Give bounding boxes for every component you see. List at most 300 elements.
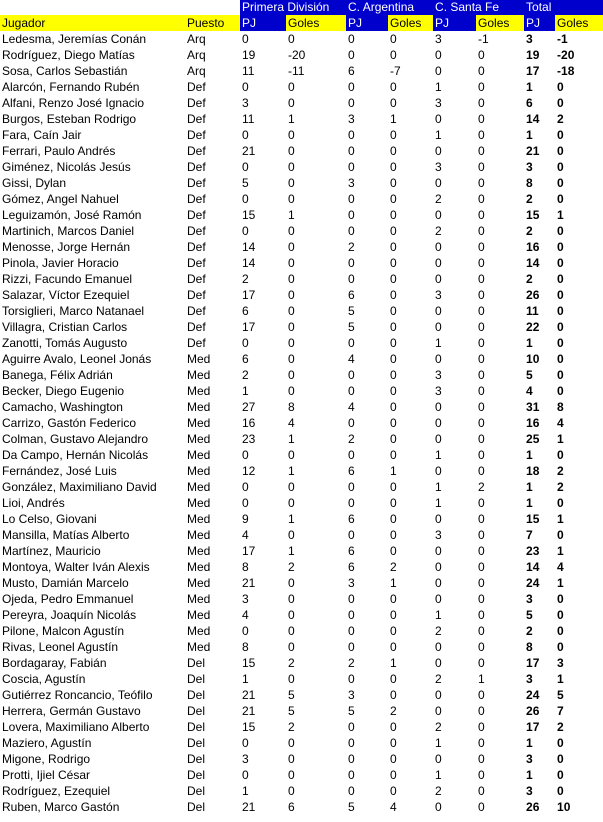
- pj-total: 10: [526, 352, 540, 366]
- pj-primera: 0: [242, 736, 249, 750]
- player-name: Lioi, Andrés: [2, 496, 65, 510]
- goles-primera: 0: [288, 384, 295, 398]
- pj-primera: 0: [242, 336, 249, 350]
- pj-total: 3: [526, 752, 533, 766]
- goles-argentina: 0: [390, 224, 397, 238]
- pj-primera: 1: [242, 784, 249, 798]
- pj-santafe: 1: [435, 448, 442, 462]
- pj-argentina: 5: [348, 320, 355, 334]
- pj-total: 6: [526, 96, 533, 110]
- player-position: Med: [187, 544, 211, 558]
- pj-primera: 21: [242, 800, 256, 814]
- player-name: Gissi, Dylan: [2, 176, 67, 190]
- pj-total: 15: [526, 512, 540, 526]
- goles-argentina: 0: [390, 80, 397, 94]
- pj-argentina: 2: [348, 240, 355, 254]
- player-name: Lo Celso, Giovani: [2, 512, 97, 526]
- goles-santafe: 1: [478, 672, 485, 686]
- player-position: Del: [187, 768, 206, 782]
- player-position: Med: [187, 592, 211, 606]
- pj-total: 11: [526, 304, 539, 318]
- player-name: Leguizamón, José Ramón: [2, 208, 142, 222]
- player-position: Def: [187, 208, 206, 222]
- player-position: Del: [187, 736, 206, 750]
- player-name: Camacho, Washington: [2, 400, 123, 414]
- goles-total: 0: [557, 384, 564, 398]
- player-position: Def: [187, 80, 206, 94]
- goles-primera: 0: [288, 736, 295, 750]
- goles-argentina: 0: [390, 496, 397, 510]
- player-name: Villagra, Cristian Carlos: [2, 320, 128, 334]
- goles-total: 0: [557, 608, 564, 622]
- pj-argentina: 0: [348, 224, 355, 238]
- table-row: [0, 63, 603, 79]
- goles-santafe: 0: [478, 112, 485, 126]
- pj-santafe: 2: [435, 224, 442, 238]
- table-row: [0, 303, 603, 319]
- pj-primera: 0: [242, 448, 249, 462]
- goles-santafe: 0: [478, 416, 485, 430]
- pj-primera: 0: [242, 192, 249, 206]
- table-row: [0, 415, 603, 431]
- pj-santafe: 0: [435, 272, 442, 286]
- pj-argentina: 0: [348, 368, 355, 382]
- player-name: Zanotti, Tomás Augusto: [2, 336, 128, 350]
- pj-primera: 8: [242, 560, 249, 574]
- pj-total: 8: [526, 176, 533, 190]
- goles-argentina: 0: [390, 288, 397, 302]
- pj-total: 26: [526, 704, 540, 718]
- goles-argentina: 1: [390, 656, 397, 670]
- pj-primera: 0: [242, 128, 249, 142]
- player-position: Del: [187, 784, 206, 798]
- pj-total: 15: [526, 208, 540, 222]
- player-name: Migone, Rodrigo: [2, 752, 91, 766]
- table-row: [0, 191, 603, 207]
- pj-santafe: 3: [435, 528, 442, 542]
- player-name: Aguirre Avalo, Leonel Jonás: [2, 352, 152, 366]
- pj-primera: 1: [242, 672, 249, 686]
- pj-total: 16: [526, 240, 540, 254]
- player-position: Med: [187, 496, 211, 510]
- table-row: [0, 639, 603, 655]
- player-position: Def: [187, 144, 206, 158]
- pj-argentina: 2: [348, 432, 355, 446]
- pj-santafe: 0: [435, 320, 442, 334]
- goles-argentina: 0: [390, 368, 397, 382]
- table-row: [0, 655, 603, 671]
- player-position: Med: [187, 384, 211, 398]
- goles-argentina: 0: [390, 784, 397, 798]
- player-name: Lovera, Maximiliano Alberto: [2, 720, 150, 734]
- goles-primera: 0: [288, 608, 295, 622]
- table-row: [0, 79, 603, 95]
- player-position: Med: [187, 352, 211, 366]
- goles-santafe: 0: [478, 336, 485, 350]
- player-position: Med: [187, 464, 211, 478]
- pj-primera: 0: [242, 480, 249, 494]
- pj-santafe: 0: [435, 400, 442, 414]
- pj-argentina: 0: [348, 736, 355, 750]
- pj-santafe: 0: [435, 352, 442, 366]
- goles-primera: 8: [288, 400, 295, 414]
- player-position: Med: [187, 512, 211, 526]
- player-name: González, Maximiliano David: [2, 480, 157, 494]
- goles-primera: 0: [288, 624, 295, 638]
- goles-santafe: 0: [478, 768, 485, 782]
- goles-argentina: 0: [390, 384, 397, 398]
- player-position: Med: [187, 560, 211, 574]
- pj-primera: 14: [242, 256, 256, 270]
- table-row: [0, 751, 603, 767]
- player-name: Rodríguez, Ezequiel: [2, 784, 111, 798]
- player-position: Def: [187, 128, 206, 142]
- pj-total: 2: [526, 192, 533, 206]
- goles-total: -18: [557, 64, 575, 78]
- table-row: [0, 783, 603, 799]
- pj-santafe: 3: [435, 288, 442, 302]
- goles-total: 0: [557, 752, 564, 766]
- pj-argentina: 0: [348, 160, 355, 174]
- pj-argentina: 0: [348, 256, 355, 270]
- player-name: Colman, Gustavo Alejandro: [2, 432, 149, 446]
- goles-argentina: 0: [390, 480, 397, 494]
- pj-argentina: 0: [348, 80, 355, 94]
- pj-santafe: 2: [435, 784, 442, 798]
- goles-santafe: 0: [478, 624, 485, 638]
- goles-total: 0: [557, 448, 564, 462]
- goles-argentina: 2: [390, 704, 397, 718]
- goles-primera: 6: [288, 800, 295, 814]
- goles-santafe: 0: [478, 384, 485, 398]
- goles-argentina: 0: [390, 720, 397, 734]
- pj-argentina: 2: [348, 656, 355, 670]
- player-position: Med: [187, 528, 211, 542]
- player-position: Med: [187, 400, 211, 414]
- player-position: Med: [187, 576, 211, 590]
- header-goles-argentina: Goles: [388, 15, 433, 31]
- table-row: [0, 399, 603, 415]
- pj-total: 22: [526, 320, 540, 334]
- pj-primera: 17: [242, 320, 256, 334]
- pj-primera: 4: [242, 608, 249, 622]
- goles-santafe: -1: [478, 32, 489, 46]
- goles-santafe: 0: [478, 448, 485, 462]
- goles-total: 0: [557, 176, 564, 190]
- player-name: Mansilla, Matías Alberto: [2, 528, 130, 542]
- table-row: [0, 239, 603, 255]
- header-pj-santafe: PJ: [433, 15, 476, 31]
- pj-primera: 21: [242, 704, 256, 718]
- player-name: Sosa, Carlos Sebastián: [2, 64, 128, 78]
- blank-cell: [185, 0, 240, 15]
- player-position: Def: [187, 288, 206, 302]
- goles-santafe: 0: [478, 48, 485, 62]
- player-name: Da Campo, Hernán Nicolás: [2, 448, 149, 462]
- player-position: Del: [187, 720, 206, 734]
- goles-total: 0: [557, 352, 564, 366]
- pj-santafe: 2: [435, 624, 442, 638]
- pj-santafe: 0: [435, 688, 442, 702]
- pj-santafe: 1: [435, 608, 442, 622]
- goles-santafe: 0: [478, 544, 485, 558]
- goles-argentina: 0: [390, 176, 397, 190]
- goles-santafe: 0: [478, 352, 485, 366]
- goles-santafe: 0: [478, 96, 485, 110]
- pj-total: 3: [526, 592, 533, 606]
- goles-primera: -11: [288, 64, 305, 78]
- goles-santafe: 0: [478, 80, 485, 94]
- player-name: Ferrari, Paulo Andrés: [2, 144, 116, 158]
- header-jugador: Jugador: [0, 15, 185, 31]
- goles-total: 3: [557, 656, 564, 670]
- goles-argentina: 0: [390, 160, 397, 174]
- pj-santafe: 2: [435, 672, 442, 686]
- goles-primera: 0: [288, 144, 295, 158]
- player-position: Arq: [187, 32, 206, 46]
- player-name: Gutiérrez Roncancio, Teófilo: [2, 688, 153, 702]
- pj-total: 24: [526, 688, 540, 702]
- goles-total: 0: [557, 640, 564, 654]
- table-row: [0, 671, 603, 687]
- pj-primera: 1: [242, 384, 249, 398]
- goles-argentina: 0: [390, 608, 397, 622]
- table-row: [0, 367, 603, 383]
- pj-total: 8: [526, 640, 533, 654]
- goles-total: 5: [557, 688, 564, 702]
- player-position: Del: [187, 656, 206, 670]
- player-name: Protti, Ijiel César: [2, 768, 91, 782]
- pj-primera: 6: [242, 352, 249, 366]
- goles-total: 0: [557, 128, 564, 142]
- goles-primera: 0: [288, 272, 295, 286]
- player-position: Med: [187, 608, 211, 622]
- table-row: [0, 351, 603, 367]
- pj-argentina: 0: [348, 592, 355, 606]
- pj-argentina: 6: [348, 544, 355, 558]
- goles-total: 10: [557, 800, 571, 814]
- goles-argentina: 0: [390, 32, 397, 46]
- goles-santafe: 0: [478, 304, 485, 318]
- goles-santafe: 0: [478, 640, 485, 654]
- pj-argentina: 0: [348, 480, 355, 494]
- pj-primera: 11: [242, 112, 255, 126]
- table-row: [0, 543, 603, 559]
- player-name: Ledesma, Jeremías Conán: [2, 32, 147, 46]
- goles-primera: 0: [288, 768, 295, 782]
- goles-total: 0: [557, 368, 564, 382]
- player-name: Montoya, Walter Iván Alexis: [2, 560, 150, 574]
- table-row: [0, 511, 603, 527]
- goles-total: 0: [557, 224, 564, 238]
- table-row: [0, 31, 603, 47]
- goles-total: 0: [557, 144, 564, 158]
- player-position: Del: [187, 800, 206, 814]
- pj-santafe: 0: [435, 48, 442, 62]
- pj-argentina: 0: [348, 96, 355, 110]
- goles-total: 0: [557, 336, 564, 350]
- player-name: Alfani, Renzo José Ignacio: [2, 96, 145, 110]
- goles-total: 0: [557, 768, 564, 782]
- player-position: Def: [187, 176, 206, 190]
- pj-argentina: 6: [348, 464, 355, 478]
- goles-primera: 1: [288, 512, 295, 526]
- goles-total: 4: [557, 560, 564, 574]
- pj-argentina: 5: [348, 304, 355, 318]
- player-name: Pereyra, Joaquín Nicolás: [2, 608, 137, 622]
- player-position: Med: [187, 368, 211, 382]
- goles-primera: 4: [288, 416, 295, 430]
- pj-argentina: 0: [348, 640, 355, 654]
- goles-argentina: 1: [390, 464, 397, 478]
- player-name: Rivas, Leonel Agustín: [2, 640, 119, 654]
- pj-argentina: 0: [348, 720, 355, 734]
- player-position: Def: [187, 320, 206, 334]
- pj-argentina: 0: [348, 448, 355, 462]
- goles-argentina: 0: [390, 736, 397, 750]
- goles-primera: 0: [288, 304, 295, 318]
- goles-primera: 0: [288, 448, 295, 462]
- header-pj-total: PJ: [524, 15, 555, 31]
- goles-argentina: 0: [390, 272, 397, 286]
- pj-total: 31: [526, 400, 540, 414]
- goles-santafe: 0: [478, 512, 485, 526]
- table-row: [0, 623, 603, 639]
- goles-argentina: 0: [390, 48, 397, 62]
- pj-total: 14: [526, 112, 540, 126]
- header-goles-total: Goles: [555, 15, 603, 31]
- group-header-row: [0, 0, 603, 15]
- player-name: Alarcón, Fernando Rubén: [2, 80, 140, 94]
- pj-total: 1: [526, 736, 533, 750]
- pj-santafe: 0: [435, 176, 442, 190]
- goles-santafe: 2: [478, 480, 485, 494]
- player-position: Def: [187, 112, 206, 126]
- goles-primera: 0: [288, 480, 295, 494]
- pj-primera: 16: [242, 416, 256, 430]
- goles-primera: 0: [288, 784, 295, 798]
- goles-primera: 0: [288, 176, 295, 190]
- group-primera-division: Primera División: [240, 0, 346, 15]
- table-row: [0, 735, 603, 751]
- pj-primera: 17: [242, 288, 256, 302]
- pj-total: 1: [526, 336, 533, 350]
- goles-total: 1: [557, 208, 564, 222]
- pj-argentina: 5: [348, 800, 355, 814]
- player-name: Becker, Diego Eugenio: [2, 384, 125, 398]
- goles-argentina: 0: [390, 448, 397, 462]
- goles-argentina: 0: [390, 96, 397, 110]
- player-position: Def: [187, 256, 206, 270]
- goles-primera: 0: [288, 288, 295, 302]
- pj-total: 2: [526, 224, 533, 238]
- goles-argentina: 0: [390, 304, 397, 318]
- goles-santafe: 0: [478, 560, 485, 574]
- goles-argentina: 0: [390, 768, 397, 782]
- goles-argentina: 0: [390, 624, 397, 638]
- player-position: Def: [187, 304, 206, 318]
- table-row: [0, 719, 603, 735]
- goles-total: -1: [557, 32, 568, 46]
- group-copa-santa-fe: C. Santa Fe: [433, 0, 524, 15]
- goles-argentina: 0: [390, 672, 397, 686]
- pj-primera: 5: [242, 176, 249, 190]
- pj-total: 2: [526, 624, 533, 638]
- pj-total: 26: [526, 800, 540, 814]
- goles-santafe: 0: [478, 464, 485, 478]
- header-puesto: Puesto: [185, 15, 240, 31]
- pj-argentina: 6: [348, 512, 355, 526]
- goles-total: -20: [557, 48, 575, 62]
- player-position: Def: [187, 96, 206, 110]
- goles-total: 0: [557, 80, 564, 94]
- pj-primera: 0: [242, 32, 249, 46]
- pj-total: 1: [526, 496, 533, 510]
- goles-santafe: 0: [478, 192, 485, 206]
- goles-santafe: 0: [478, 800, 485, 814]
- goles-argentina: 0: [390, 208, 397, 222]
- pj-total: 5: [526, 608, 533, 622]
- pj-santafe: 0: [435, 576, 442, 590]
- player-name: Carrizo, Gastón Federico: [2, 416, 137, 430]
- goles-argentina: 0: [390, 640, 397, 654]
- pj-total: 18: [526, 464, 540, 478]
- pj-santafe: 1: [435, 336, 442, 350]
- pj-primera: 3: [242, 592, 249, 606]
- table-row: [0, 271, 603, 287]
- pj-total: 1: [526, 80, 533, 94]
- goles-primera: 1: [288, 544, 295, 558]
- player-name: Giménez, Nicolás Jesús: [2, 160, 131, 174]
- player-name: Ruben, Marco Gastón: [2, 800, 120, 814]
- column-header-row: [0, 15, 603, 31]
- pj-santafe: 1: [435, 736, 442, 750]
- pj-argentina: 0: [348, 336, 355, 350]
- goles-argentina: 2: [390, 560, 397, 574]
- pj-santafe: 1: [435, 496, 442, 510]
- goles-total: 0: [557, 192, 564, 206]
- pj-santafe: 3: [435, 96, 442, 110]
- player-name: Martínez, Mauricio: [2, 544, 101, 558]
- group-total: Total: [524, 0, 603, 15]
- player-position: Def: [187, 192, 206, 206]
- goles-primera: 0: [288, 640, 295, 654]
- goles-total: 2: [557, 720, 564, 734]
- goles-primera: 0: [288, 128, 295, 142]
- player-position: Arq: [187, 48, 206, 62]
- pj-primera: 8: [242, 640, 249, 654]
- goles-primera: 2: [288, 656, 295, 670]
- goles-total: 0: [557, 240, 564, 254]
- pj-total: 23: [526, 544, 540, 558]
- player-position: Med: [187, 480, 211, 494]
- player-name: Salazar, Víctor Ezequiel: [2, 288, 130, 302]
- pj-primera: 12: [242, 464, 256, 478]
- player-name: Coscia, Agustín: [2, 672, 86, 686]
- goles-argentina: 0: [390, 144, 397, 158]
- pj-total: 4: [526, 384, 533, 398]
- table-row: [0, 383, 603, 399]
- goles-santafe: 0: [478, 176, 485, 190]
- goles-total: 1: [557, 672, 564, 686]
- table-row: [0, 527, 603, 543]
- goles-total: 0: [557, 96, 564, 110]
- pj-santafe: 1: [435, 128, 442, 142]
- goles-argentina: -7: [390, 64, 401, 78]
- pj-total: 16: [526, 416, 540, 430]
- pj-argentina: 6: [348, 560, 355, 574]
- pj-primera: 11: [242, 64, 255, 78]
